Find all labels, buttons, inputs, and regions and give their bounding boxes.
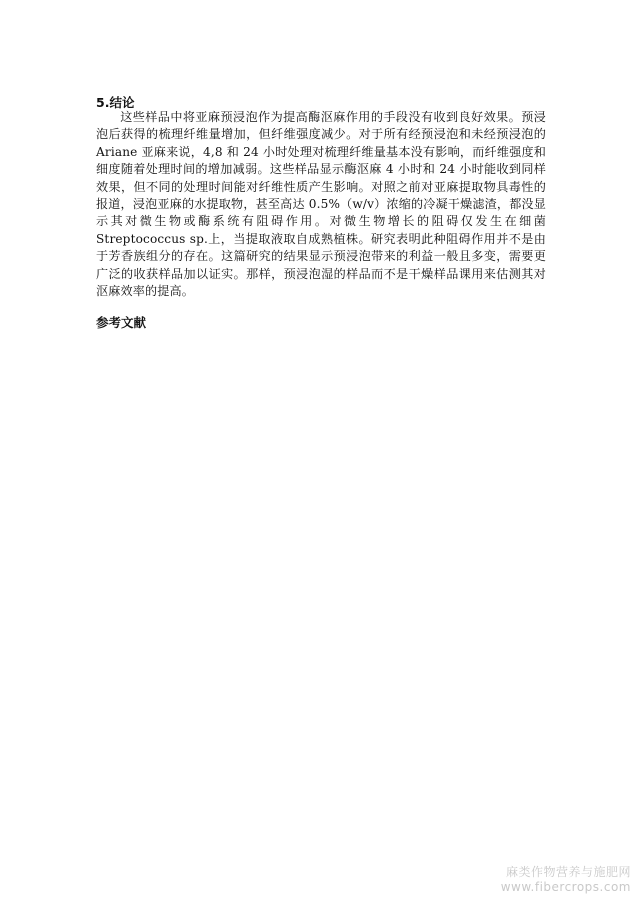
- watermark-site-name: 麻类作物营养与施肥网: [505, 865, 631, 879]
- watermark-url: www.fibercrops.com: [500, 880, 631, 894]
- references-heading: 参考文献: [96, 315, 147, 330]
- section-heading-conclusion: 5.结论: [96, 95, 135, 110]
- site-watermark: [501, 865, 631, 895]
- conclusion-paragraph: 这些样品中将亚麻预浸泡作为提高酶沤麻作用的手段没有收到良好效果。预浸泡后获得的梳理纤维量增加，但纤维强度减少。对于所有经预浸泡和未经预浸泡的 Ariane 亚麻来说，4,8 和 24 小时处理对梳理纤维量基本没有影响，而纤维强度和细度随着处理时间的增加减弱。这些样品显示酶沤麻 4 小时和 24 小时能收到同样效果，但不同的处理时间能对纤维性质产生影响。对照之前对亚麻提取物具毒性的报道，浸泡亚麻的水提取物，甚至高达 0.5%（w/v）浓缩的冷凝干燥滤渣，都没显示其对微生物或酶系统有阻碍作用。对微生物增长的阻碍仅发生在细菌 Streptococcus sp.上，当提取液取自成熟植株。研究表明此种阻碍作用并不是由于芳香族组分的存在。这篇研究的结果显示预浸泡带来的利益一般且多变，需要更广泛的收获样品加以证实。那样，预浸泡湿的样品而不是干燥样品课用来估测其对沤麻效率的提高。: [96, 110, 546, 299]
